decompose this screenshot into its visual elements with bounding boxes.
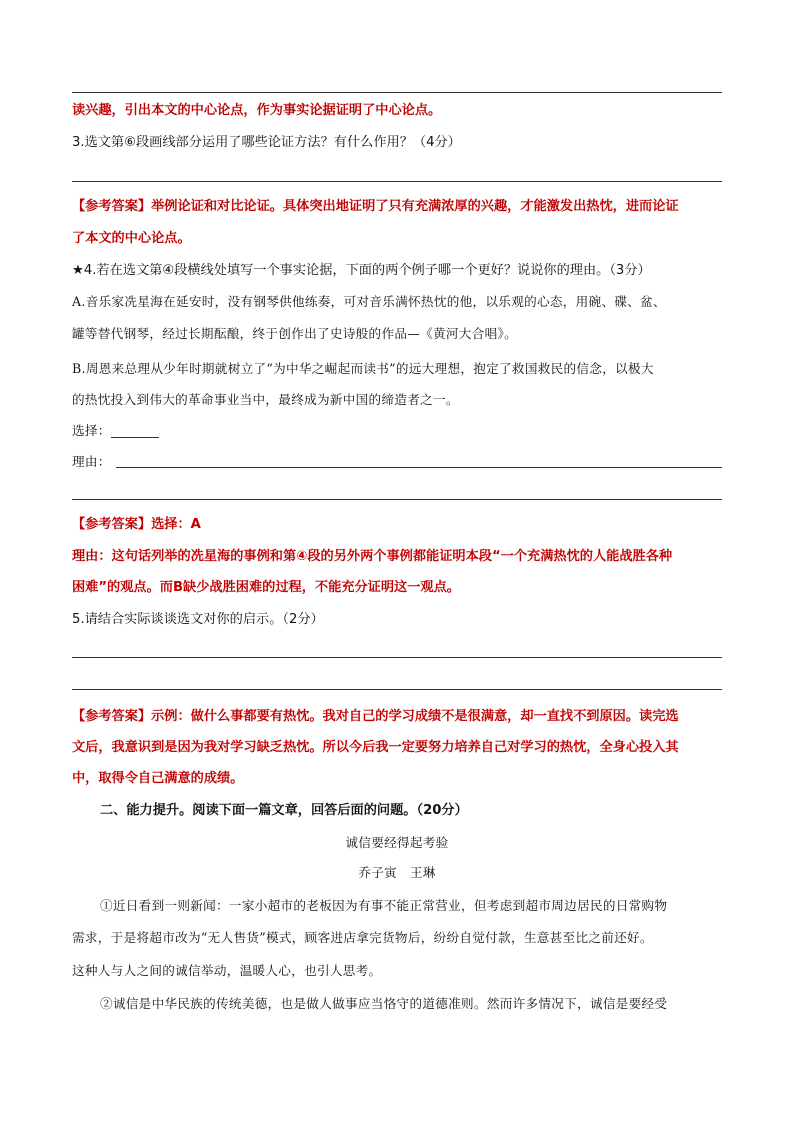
- choice-label: 选择：: [72, 423, 111, 438]
- question-5: 5.请结合实际谈谈选文对你的启示。（2分）: [72, 612, 324, 627]
- reference-answer: 了本文的中心论点。: [72, 231, 191, 246]
- option-b: 的热忱投入到伟大的革命事业当中，最终成为新中国的缔造者之一。: [72, 392, 459, 407]
- answer-line: [72, 689, 722, 690]
- reference-answer: 文后，我意识到是因为我对学习缺乏热忱。所以今后我一定要努力培养自己对学习的热忱，全身心投入其: [72, 740, 679, 755]
- question-3: 3.选文第⑥段画线部分运用了哪些论证方法？有什么作用？（4分）: [72, 135, 461, 150]
- paragraph-1: 需求，于是将超市改为“无人售货”模式，顾客进店拿完货物后，纷纷自觉付款，生意甚至比之前还好。: [72, 930, 653, 945]
- answer-line: [72, 181, 722, 182]
- reference-answer: 中，取得令自己满意的成绩。: [72, 771, 244, 786]
- choice-field: [72, 421, 722, 441]
- paragraph-2: ②诚信是中华民族的传统美德，也是做人做事应当恪守的道德准则。然而许多情况下，诚信是要经受: [100, 996, 668, 1011]
- answer-line: [72, 657, 722, 658]
- answer-line: [72, 499, 722, 500]
- paragraph-1: ①近日看到一则新闻：一家小超市的老板因为有事不能正常营业，但考虑到超市周边居民的日常购物: [100, 898, 668, 913]
- option-a: A.音乐家冼星海在延安时，没有钢琴供他练奏，可对音乐满怀热忱的他，以乐观的心态，用碗、碟、盆、: [72, 294, 666, 309]
- question-4: ★4.若在选文第④段横线处填写一个事实论据，下面的两个例子哪一个更好？说说你的理由。（3分）: [72, 263, 651, 278]
- article-title: 诚信要经得起考验: [345, 835, 449, 850]
- paragraph-1: 这种人与人之间的诚信举动，温暖人心，也引人思考。: [72, 963, 382, 978]
- answer-line: [72, 92, 722, 93]
- reference-answer: 【参考答案】举例论证和对比论证。具体突出地证明了只有充满浓厚的兴趣，才能激发出热忱，进而论证: [72, 199, 679, 214]
- reference-answer: 困难”的观点。而B缺少战胜困难的过程，不能充分证明这一观点。: [72, 580, 460, 595]
- option-b: B.周恩来总理从少年时期就树立了“为中华之崛起而读书”的远大理想，抱定了救国救民的信念，以极大: [72, 361, 654, 376]
- choice-blank: [111, 423, 159, 438]
- article-authors: 乔子寅 王琳: [358, 865, 436, 880]
- section-heading: 二、能力提升。阅读下面一篇文章，回答后面的问题。（20分）: [100, 803, 468, 818]
- reference-answer: 【参考答案】示例：做什么事都要有热忱。我对自己的学习成绩不是很满意，却一直找不到原因。读完选: [72, 709, 679, 724]
- reference-answer: 理由：这句话列举的冼星海的事例和第④段的另外两个事例都能证明本段“一个充满热忱的人能战胜各种: [72, 549, 673, 564]
- reason-label: 理由：: [72, 454, 111, 469]
- reason-blank: [116, 467, 722, 468]
- option-a: 罐等替代钢琴，经过长期酝酿，终于创作出了史诗般的作品—《黄河大合唱》。: [72, 326, 517, 341]
- reference-answer: 【参考答案】选择：A: [72, 517, 201, 532]
- answer-text: 读兴趣，引出本文的中心论点，作为事实论据证明了中心论点。: [72, 103, 442, 118]
